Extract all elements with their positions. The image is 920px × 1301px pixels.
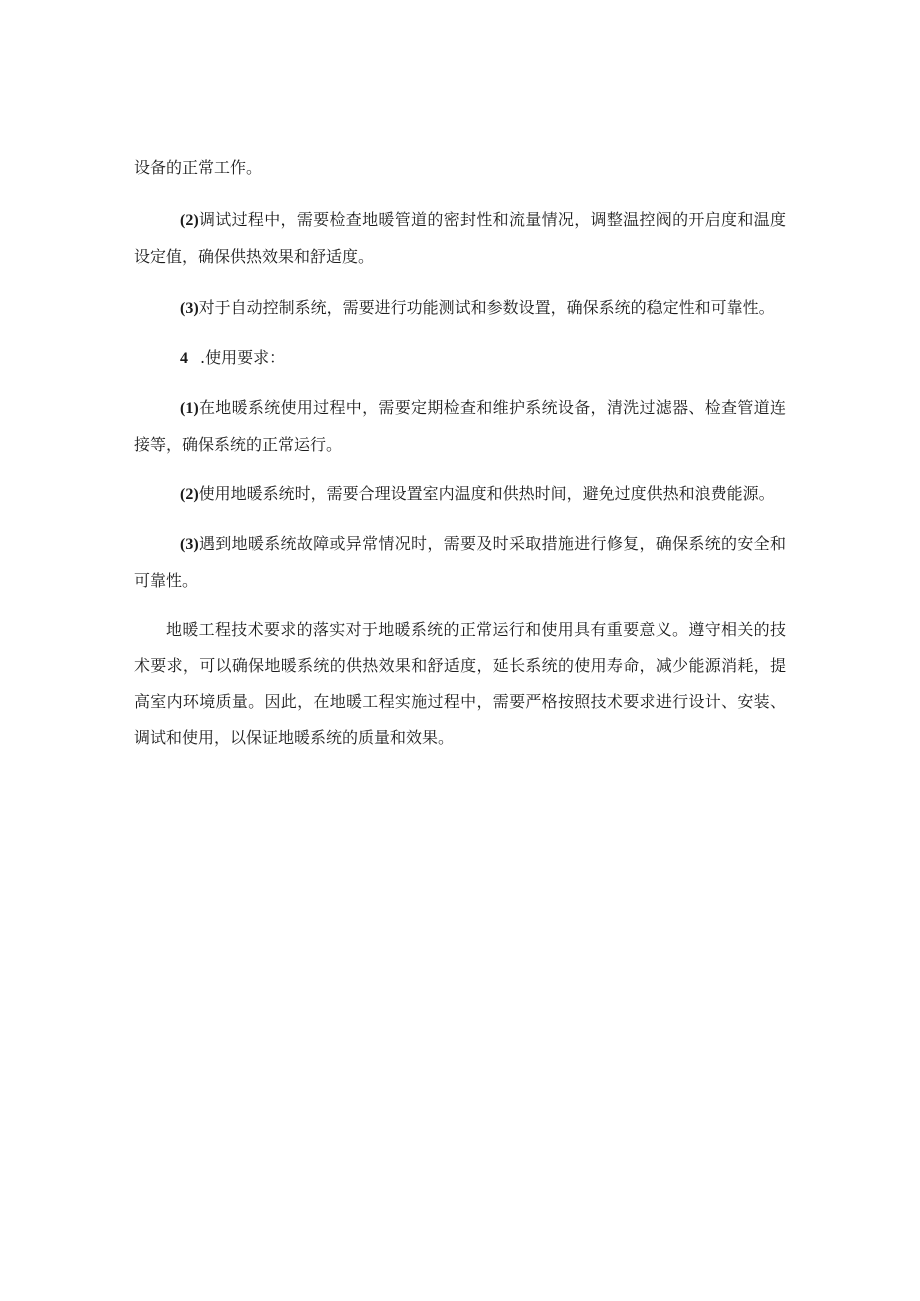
item-number: (2) — [180, 486, 199, 503]
section-title: .使用要求： — [200, 348, 286, 367]
section-heading-usage — [134, 340, 786, 377]
paragraph-debug-2 — [134, 202, 786, 275]
paragraph-usage-2 — [134, 476, 786, 513]
item-number: (3) — [180, 300, 199, 317]
item-number: (3) — [180, 536, 199, 553]
paragraph-usage-1 — [134, 390, 786, 463]
section-number: 4 — [180, 350, 188, 367]
paragraph-text: 在地暖系统使用过程中，需要定期检查和维护系统设备，清洗过滤器、检查管道连接等，确保系统的正常运行。 — [134, 398, 786, 454]
paragraph-usage-3 — [134, 526, 786, 599]
paragraph-text: 设备的正常工作。 — [134, 158, 263, 177]
paragraph-text: 调试过程中，需要检查地暖管道的密封性和流量情况，调整温控阀的开启度和温度设定值，确保供热效果和舒适度。 — [134, 210, 786, 266]
paragraph-text: 对于自动控制系统，需要进行功能测试和参数设置，确保系统的稳定性和可靠性。 — [198, 298, 775, 317]
paragraph-conclusion — [134, 612, 786, 756]
item-number: (2) — [180, 212, 199, 229]
paragraph-text: 使用地暖系统时，需要合理设置室内温度和供热时间，避免过度供热和浪费能源。 — [198, 484, 775, 503]
paragraph-debug-3 — [134, 290, 786, 327]
paragraph-text: 地暖工程技术要求的落实对于地暖系统的正常运行和使用具有重要意义。遵守相关的技术要求，可以确保地暖系统的供热效果和舒适度，延长系统的使用寿命，减少能源消耗，提高室内环境质量。因此，在地暖工程实施过程中，需要严格按照技术要求进行设计、安装、调试和使用，以保证地暖系统的质量和效果。 — [134, 620, 786, 747]
paragraph-text: 遇到地暖系统故障或异常情况时，需要及时采取措施进行修复，确保系统的安全和可靠性。 — [134, 534, 786, 590]
item-number: (1) — [180, 400, 199, 417]
paragraph-continuation — [134, 150, 786, 186]
